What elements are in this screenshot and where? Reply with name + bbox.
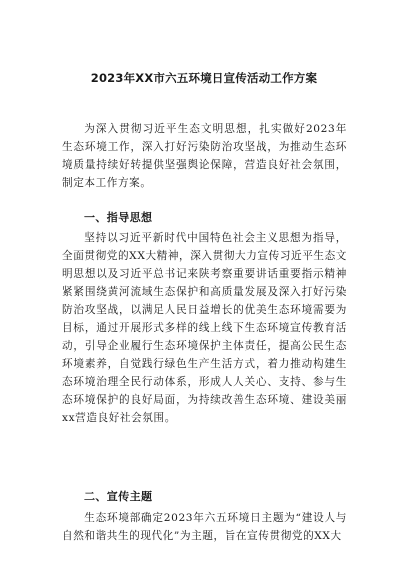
section-heading-theme: 二、宣传主题 bbox=[84, 490, 153, 503]
document-title: 2023年XX市六五环境日宣传活动工作方案 bbox=[90, 71, 318, 85]
section-heading-guiding-ideology: 一、指导思想 bbox=[84, 211, 153, 224]
section-paragraph-guiding-ideology: 坚持以习近平新时代中国特色社会主义思想为指导，全面贯彻党的XX大精神，深入贯彻大力宣传习近平生态文明思想以及习近平总书记来陕考察重要讲话重要指示精神紧紧围绕黄河流域生态保护和高质量发展及深入打好污染防治攻坚战，以满足人民日益增长的优美生态环境需要为目标，通过开展形式多样的线上线下生态环境宣传教育活动，引导企业履行生态环境保护主体责任，提高公民生态环境素养，自觉践行绿色生产生活方式，着力推动构建生态环境治理全民行动体系，形成人人关心、支持、参与生态环境保护的良好局面，为持续改善生态环境、建设美丽xx营造良好社会氛围。 bbox=[62, 232, 347, 424]
section-paragraph-theme: 生态环境部确定2023年六五环境日主题为“建设人与自然和谐共生的现代化”为主题，旨在宣传贯彻党的XX大 bbox=[62, 512, 347, 542]
intro-paragraph: 为深入贯彻习近平生态文明思想，扎实做好2023年生态环境工作，深入打好污染防治攻坚战，为推动生态环境质量持续好转提供坚强舆论保障，营造良好社会氛围，制定本工作方案。 bbox=[62, 123, 347, 189]
